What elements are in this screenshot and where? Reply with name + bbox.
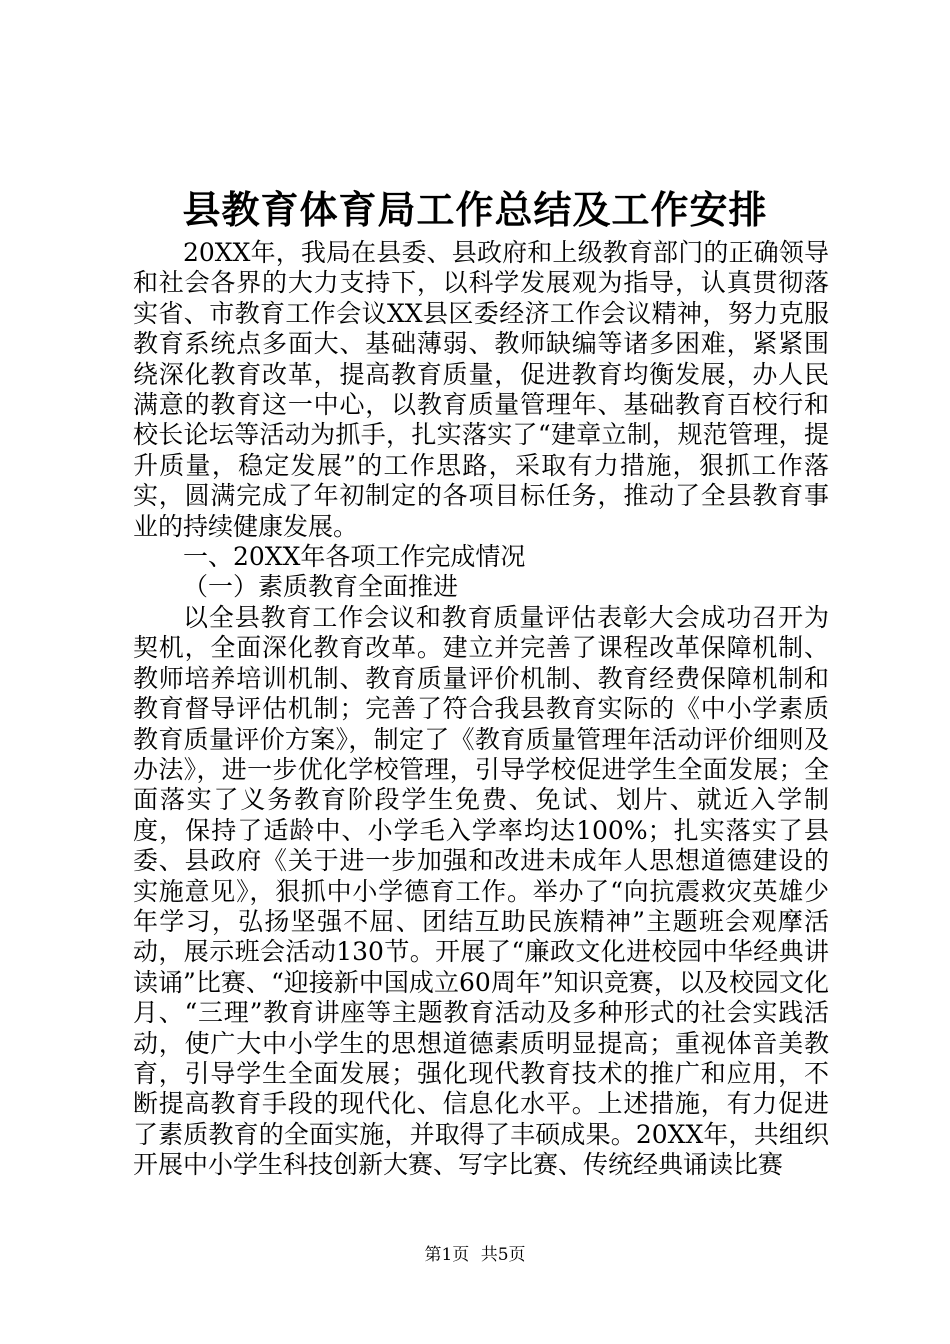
page-number: 第1页 (424, 1245, 470, 1265)
document-title: 县教育体育局工作总结及工作安排 (182, 187, 768, 232)
document-body (133, 238, 829, 1181)
intro-paragraph: 20XX年，我局在县委、县政府和上级教育部门的正确领导和社会各界的大力支持下，以科学发展观为指导，认真贯彻落实省、市教育工作会议XX县区委经济工作会议精神，努力克服教育系统点多面大、基础薄弱、教师缺编等诸多困难，紧紧围绕深化教育改革，提高教育质量，促进教育均衡发展，办人民满意的教育这一中心，以教育质量管理年、基础教育百校行和校长论坛等活动为抓手，扎实落实了“建章立制，规范管理，提升质量，稳定发展”的工作思路，采取有力措施，狠抓工作落实，圆满完成了年初制定的各项目标任务，推动了全县教育事业的持续健康发展。 (133, 238, 829, 541)
subsection-heading: （一）素质教育全面推进 (183, 572, 459, 602)
page-count: 共5页 (480, 1245, 526, 1265)
subsection-body-paragraph: 以全县教育工作会议和教育质量评估表彰大会成功召开为契机，全面深化教育改革。建立并完善了课程改革保障机制、教师培养培训机制、教育质量评价机制、教育经费保障机制和教育督导评估机制；完善了符合我县教育实际的《中小学素质教育质量评价方案》，制定了《教育质量管理年活动评价细则及办法》，进一步优化学校管理，引导学校促进学生全面发展；全面落实了义务教育阶段学生免费、免试、划片、就近入学制度，保持了适龄中、小学毛入学率均达100%；扎实落实了县委、县政府《关于进一步加强和改进未成年人思想道德建设的实施意见》，狠抓中小学德育工作。举办了“向抗震救灾英雄少年学习，弘扬坚强不屈、团结互助民族精神”主题班会观摩活动，展示班会活动130节。开展了“廉政文化进校园中华经典讲读诵”比赛、“迎接新中国成立60周年”知识竞赛，以及校园文化月、“三理”教育讲座等主题教育活动及多种形式的社会实践活动，使广大中小学生的思想道德素质明显提高；重视体音美教育，引导学生全面发展；强化现代教育技术的推广和应用，不断提高教育手段的现代化、信息化水平。上述措施，有力促进了素质教育的全面实施，并取得了丰硕成果。20XX年，共组织开展中小学生科技创新大赛、写字比赛、传统经典诵读比赛 (133, 602, 829, 1180)
page-footer (0, 1244, 950, 1266)
section-heading: 一、20XX年各项工作完成情况 (183, 542, 526, 572)
